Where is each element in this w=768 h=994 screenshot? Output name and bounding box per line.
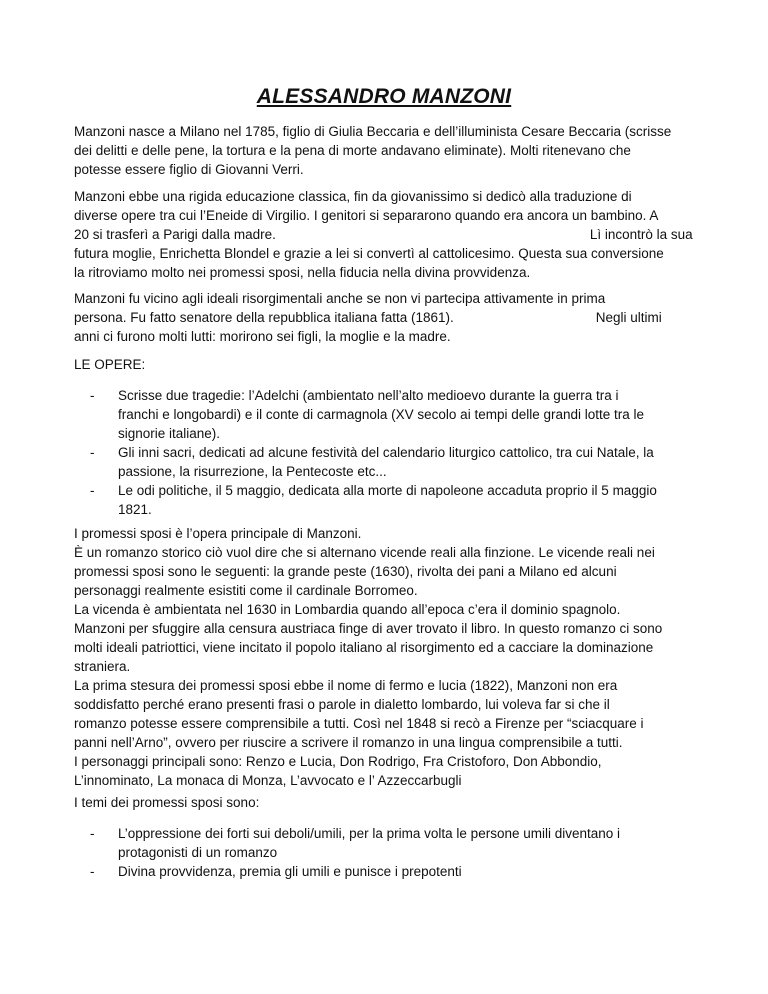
text-line: personaggi realmente esistiti come il cardinale Borromeo. [74,583,418,598]
text-line: dei delitti e delle pene, la tortura e la pena di morte andavano eliminate). Molti ritenevano che [74,143,631,158]
text-line: diverse opere tra cui l’Eneide di Virgilio. I genitori si separarono quando era ancora un bambino. A [74,208,659,223]
document-title: ALESSANDRO MANZONI [256,85,512,108]
text-line-split [74,225,700,244]
text-line: Manzoni ebbe una rigida educazione classica, fin da giovanissimo si dedicò alla traduzione di [74,189,632,204]
text-line: Divina provvidenza, premia gli umili e punisce i prepotenti [118,864,462,879]
text-line: panni nell’Arno”, ovvero per riuscire a scrivere il romanzo in una lingua comprensibile a tutti. [74,735,623,750]
text-line: L’innominato, La monaca di Monza, L’avvocato e l’ Azzeccarbugli [74,773,462,788]
text-line: I personaggi principali sono: Renzo e Lucia, Don Rodrigo, Fra Cristoforo, Don Abbondio, [74,754,602,769]
text-line: Le odi politiche, il 5 maggio, dedicata alla morte di napoleone accaduta proprio il 5 maggio [118,483,657,498]
text-line: 1821. [118,502,152,517]
paragraph-education [74,187,700,282]
text-line: franchi e longobardi) e il conte di carmagnola (XV secolo ai tempi delle grandi lotte tra le [118,407,645,422]
text-line: I promessi sposi è l’opera principale di Manzoni. [74,526,362,541]
bullet-dash: - [90,826,95,841]
text-line: molti ideali patriottici, viene incitato il popolo italiano al risorgimento ed a cacciare la dominazione [74,640,654,655]
text-line: È un romanzo storico ciò vuol dire che si alternano vicende reali alla finzione. Le vicende reali nei [74,545,655,560]
text-line: straniera. [74,659,131,674]
paragraph-promessi-sposi [74,524,700,790]
text-line: romanzo potesse essere comprensibile a tutti. Così nel 1848 si recò a Firenze per “sciacquare i [74,716,644,731]
list-item [74,862,714,881]
text-segment: Negli ultimi [595,310,662,325]
text-line: La prima stesura dei promessi sposi ebbe il nome di fermo e lucia (1822), Manzoni non era [74,678,618,693]
paragraph-risorgimento [74,289,700,346]
text-segment: persona. Fu fatto senatore della repubblica italiana fatta (1861). [74,310,454,325]
text-line: passione, la risurrezione, la Pentecoste etc... [118,464,387,479]
text-line: potesse essere figlio di Giovanni Verri. [74,162,304,177]
temi-list [74,824,714,881]
text-segment: 20 si trasferì a Parigi dalla madre. [74,227,276,242]
text-line: la ritroviamo molto nei promessi sposi, nella fiducia nella divina provvidenza. [74,265,531,280]
list-item [74,386,714,443]
bullet-dash: - [90,864,95,879]
text-line: Manzoni fu vicino agli ideali risorgimentali anche se non vi partecipa attivamente in prima [74,291,606,306]
text-line: Manzoni nasce a Milano nel 1785, figlio di Giulia Beccaria e dell’illuminista Cesare Beccaria (scrisse [74,124,672,139]
bullet-dash: - [90,388,95,403]
list-item [74,481,714,519]
text-segment: Lì incontrò la sua [589,227,693,242]
paragraph-birth [74,122,700,179]
text-line: Manzoni per sfuggire alla censura austriaca finge di aver trovato il libro. In questo romanzo ci sono [74,621,663,636]
text-line: soddisfatto perché erano presenti frasi o parole in dialetto lombardo, lui voleva far si che il [74,697,610,712]
list-item [74,443,714,481]
section-heading-temi: I temi dei promessi sposi sono: [74,795,260,810]
list-item [74,824,714,862]
text-line: signorie italiane). [118,426,221,441]
text-line: promessi sposi sono le seguenti: la grande peste (1630), rivolta dei pani a Milano ed alcuni [74,564,617,579]
text-line: protagonisti di un romanzo [118,845,278,860]
bullet-dash: - [90,483,95,498]
bullet-dash: - [90,445,95,460]
text-line: Scrisse due tragedie: l’Adelchi (ambientato nell’alto medioevo durante la guerra tra i [118,388,619,403]
text-line: La vicenda è ambientata nel 1630 in Lombardia quando all’epoca c’era il dominio spagnolo. [74,602,621,617]
opere-list [74,386,714,519]
text-line: L’oppressione dei forti sui deboli/umili, per la prima volta le persone umili diventano i [118,826,621,841]
text-line-split [74,308,700,327]
text-line: futura moglie, Enrichetta Blondel e grazie a lei si convertì al cattolicesimo. Questa sua conversione [74,246,664,261]
text-line: anni ci furono molti lutti: morirono sei figli, la moglie e la madre. [74,329,451,344]
section-heading-opere: LE OPERE: [74,357,146,372]
text-line: Gli inni sacri, dedicati ad alcune festività del calendario liturgico cattolico, tra cui Natale, la [118,445,654,460]
